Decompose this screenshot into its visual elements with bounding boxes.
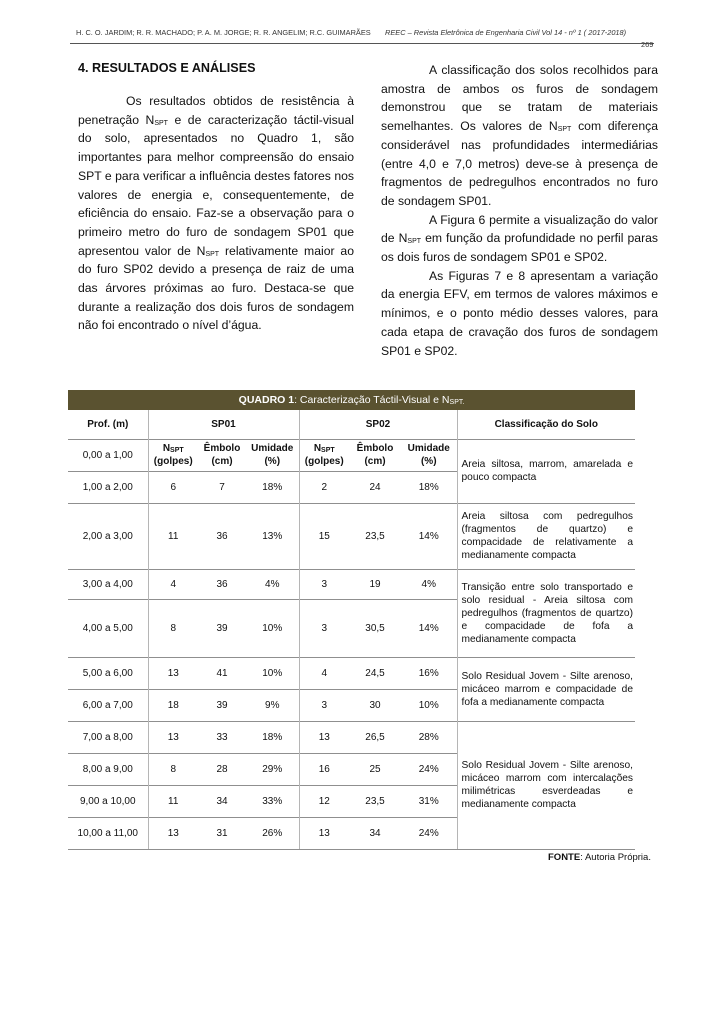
cell-umidade-sp01: 10%: [246, 657, 299, 689]
table-caption: [68, 390, 635, 410]
subheader-nspt-sp01: [148, 439, 198, 471]
cell-prof: 1,00 a 2,00: [68, 471, 148, 503]
cell-embolo-sp02: 23,5: [349, 503, 401, 569]
cell-nspt-sp02: 4: [299, 657, 349, 689]
section-title: 4. RESULTADOS E ANÁLISES: [78, 61, 256, 75]
unit-pct: (%): [420, 456, 437, 467]
table-row: [68, 721, 635, 753]
cell-nspt-sp01: 6: [148, 471, 198, 503]
cell-umidade-sp01: 10%: [246, 599, 299, 657]
text-run: em função da profundidade no perfil paras os dois furos de sondagem SP01 e SP02.: [381, 231, 658, 265]
table-row: [68, 503, 635, 569]
cell-embolo-sp02: 23,5: [349, 785, 401, 817]
cell-nspt-sp02: 16: [299, 753, 349, 785]
subscript-spt: SPT.: [449, 398, 465, 406]
right-paragraph-2: [381, 211, 658, 267]
caption-text: : Caracterização Táctil-Visual e N: [294, 393, 450, 406]
cell-prof: 2,00 a 3,00: [68, 503, 148, 569]
cell-prof: 10,00 a 11,00: [68, 817, 148, 849]
cell-embolo-sp02: 34: [349, 817, 401, 849]
cell-embolo-sp01: 36: [198, 503, 246, 569]
cell-umidade-sp02: 16%: [401, 657, 457, 689]
cell-embolo-sp02: 26,5: [349, 721, 401, 753]
cell-prof: 7,00 a 8,00: [68, 721, 148, 753]
cell-embolo-sp01: 7: [198, 471, 246, 503]
cell-embolo-sp01: 34: [198, 785, 246, 817]
header-rule: [70, 43, 654, 44]
cell-classificacao: Transição entre solo transportado e solo residual - Areia siltosa com pedregulhos (fragmentos de quartzo) e compacidade de fofa a medianamente compacta: [457, 569, 635, 657]
cell-umidade-sp01: 18%: [246, 471, 299, 503]
table-header-row: [68, 410, 635, 439]
umidade-label: Umidade: [407, 443, 450, 454]
cell-nspt-sp02: 13: [299, 721, 349, 753]
cell-umidade-sp01: 26%: [246, 817, 299, 849]
subheader-umidade-sp01: [246, 439, 299, 471]
cell-umidade-sp01: 9%: [246, 689, 299, 721]
cell-prof: 0,00 a 1,00: [68, 439, 148, 471]
cell-nspt-sp02: 13: [299, 817, 349, 849]
quadro-1-table: [68, 390, 635, 850]
cell-classificacao: Areia siltosa, marrom, amarelada e pouco compacta: [457, 439, 635, 503]
cell-embolo-sp01: 28: [198, 753, 246, 785]
umidade-label: Umidade: [251, 443, 294, 454]
cell-nspt-sp02: 3: [299, 689, 349, 721]
cell-embolo-sp01: 41: [198, 657, 246, 689]
cell-nspt-sp01: 8: [148, 599, 198, 657]
cell-umidade-sp02: 24%: [401, 817, 457, 849]
table-source-note: [548, 852, 651, 863]
cell-nspt-sp01: 4: [148, 569, 198, 599]
cell-classificacao: Areia siltosa com pedregulhos (fragmentos de quartzo) e compacidade de relativamente a medianamente compacta: [457, 503, 635, 569]
cell-nspt-sp02: 3: [299, 599, 349, 657]
cell-umidade-sp02: 31%: [401, 785, 457, 817]
subscript-spt: SPT: [170, 447, 184, 454]
cell-prof: 4,00 a 5,00: [68, 599, 148, 657]
text-run: e de caracterização táctil-visual do solo, apresentados no Quadro 1, são importantes para melhor compreensão do ensaio SPT e para verificar a influência destes fatores nos valores de energia e, consequentemente, de eficiência do ensaio. Faz-se a observação para o primeiro metro do furo de sondagem SP01 que apresentou valor de N: [78, 112, 354, 258]
subscript-spt: SPT: [154, 119, 168, 127]
table-row: [68, 439, 635, 471]
unit-pct: (%): [264, 456, 281, 467]
cell-prof: 6,00 a 7,00: [68, 689, 148, 721]
header-prof: Prof. (m): [87, 418, 129, 430]
text-run: relativamente maior ao do furo SP02 devido a presença de raiz de uma das árvores próximas ao furo. Destaca-se que durante a realização dos dois furos de sondagem não foi encontrado o nível d’água.: [78, 243, 354, 333]
cell-nspt-sp02: 15: [299, 503, 349, 569]
cell-umidade-sp02: 18%: [401, 471, 457, 503]
cell-nspt-sp01: 13: [148, 657, 198, 689]
table-row: [68, 657, 635, 689]
subheader-embolo-sp01: [198, 439, 246, 471]
cell-umidade-sp02: 10%: [401, 689, 457, 721]
cell-embolo-sp02: 30,5: [349, 599, 401, 657]
right-text-column: [381, 61, 658, 360]
cell-umidade-sp02: 4%: [401, 569, 457, 599]
cell-embolo-sp01: 36: [198, 569, 246, 599]
cell-classificacao: Solo Residual Jovem - Silte arenoso, micáceo marrom com intercalações milimétricas esverdeadas e medianamente compacta: [457, 721, 635, 849]
cell-umidade-sp02: 28%: [401, 721, 457, 753]
cell-prof: 9,00 a 10,00: [68, 785, 148, 817]
table-row: [68, 569, 635, 599]
subscript-spt: SPT: [407, 238, 422, 246]
cell-embolo-sp02: 24,5: [349, 657, 401, 689]
text-run: A Figura 6 permite a visualização do valor de N: [381, 212, 658, 246]
cell-embolo-sp01: 31: [198, 817, 246, 849]
cell-nspt-sp01: 13: [148, 721, 198, 753]
table-caption-row: [68, 390, 635, 410]
cell-classificacao: Solo Residual Jovem - Silte arenoso, micáceo marrom e compacidade de fofa a medianamente compacta: [457, 657, 635, 721]
cell-umidade-sp01: 33%: [246, 785, 299, 817]
left-text-column: [78, 92, 354, 335]
cell-embolo-sp01: 39: [198, 599, 246, 657]
cell-umidade-sp01: 13%: [246, 503, 299, 569]
subheader-nspt-sp02: [299, 439, 349, 471]
unit-golpes: (golpes): [153, 456, 193, 467]
nspt-letter: N: [313, 443, 322, 454]
text-run: A classificação dos solos recolhidos para amostra de ambos os furos de sondagem demonstrou que se tratam de materiais semelhantes. Os valores de N: [381, 63, 658, 134]
cell-prof: 3,00 a 4,00: [68, 569, 148, 599]
subscript-spt: SPT: [205, 250, 220, 258]
unit-cm: (cm): [364, 456, 386, 467]
cell-embolo-sp02: 30: [349, 689, 401, 721]
nspt-letter: N: [162, 443, 171, 454]
text-run: Os resultados obtidos de resistência à penetração N: [78, 94, 354, 127]
cell-umidade-sp01: 4%: [246, 569, 299, 599]
cell-nspt-sp02: 3: [299, 569, 349, 599]
embolo-label: Êmbolo: [203, 443, 241, 454]
left-paragraph: [78, 92, 354, 335]
cell-embolo-sp02: 24: [349, 471, 401, 503]
subheader-embolo-sp02: [349, 439, 401, 471]
cell-nspt-sp01: 8: [148, 753, 198, 785]
cell-prof: 8,00 a 9,00: [68, 753, 148, 785]
cell-prof: 5,00 a 6,00: [68, 657, 148, 689]
text-run: com diferença considerável nas profundidades intermediárias (entre 4,0 e 7,0 metros) deve-se à presença de fragmentos de pedregulhos encontrados no furo de sondagem SP01.: [381, 119, 658, 208]
header-sp02: SP02: [299, 410, 457, 439]
right-paragraph-3: As Figuras 7 e 8 apresentam a variação da energia EFV, em termos de valores máximos e mínimos, e o ponto médio desses valores, para cada etapa de cravação dos furos de sondagem SP01 e SP02.: [381, 268, 658, 358]
header-sp01: SP01: [148, 410, 299, 439]
source-label: FONTE: [548, 852, 581, 863]
running-header-journal: REEC – Revista Eletrônica de Engenharia Civil Vol 14 - nº 1 ( 2017-2018): [385, 28, 627, 37]
cell-nspt-sp01: 11: [148, 785, 198, 817]
cell-nspt-sp01: 18: [148, 689, 198, 721]
cell-nspt-sp02: 2: [299, 471, 349, 503]
cell-embolo-sp01: 39: [198, 689, 246, 721]
cell-umidade-sp02: 24%: [401, 753, 457, 785]
header-classificacao: Classificação do Solo: [457, 410, 635, 439]
source-text: : Autoria Própria.: [580, 852, 651, 863]
unit-cm: (cm): [211, 456, 233, 467]
cell-umidade-sp01: 18%: [246, 721, 299, 753]
cell-umidade-sp01: 29%: [246, 753, 299, 785]
cell-nspt-sp01: 11: [148, 503, 198, 569]
cell-umidade-sp02: 14%: [401, 599, 457, 657]
caption-label: QUADRO 1: [238, 393, 295, 406]
subscript-spt: SPT: [321, 447, 335, 454]
cell-embolo-sp01: 33: [198, 721, 246, 753]
subscript-spt: SPT: [557, 126, 572, 134]
cell-nspt-sp01: 13: [148, 817, 198, 849]
unit-golpes: (golpes): [304, 456, 344, 467]
cell-nspt-sp02: 12: [299, 785, 349, 817]
cell-embolo-sp02: 19: [349, 569, 401, 599]
right-paragraph-1: [381, 61, 658, 211]
page-number: 269: [641, 40, 654, 49]
subheader-umidade-sp02: [401, 439, 457, 471]
cell-embolo-sp02: 25: [349, 753, 401, 785]
cell-umidade-sp02: 14%: [401, 503, 457, 569]
embolo-label: Êmbolo: [356, 443, 394, 454]
running-header-authors: H. C. O. JARDIM; R. R. MACHADO; P. A. M. JORGE; R. R. ANGELIM; R.C. GUIMARÃES: [76, 28, 371, 37]
